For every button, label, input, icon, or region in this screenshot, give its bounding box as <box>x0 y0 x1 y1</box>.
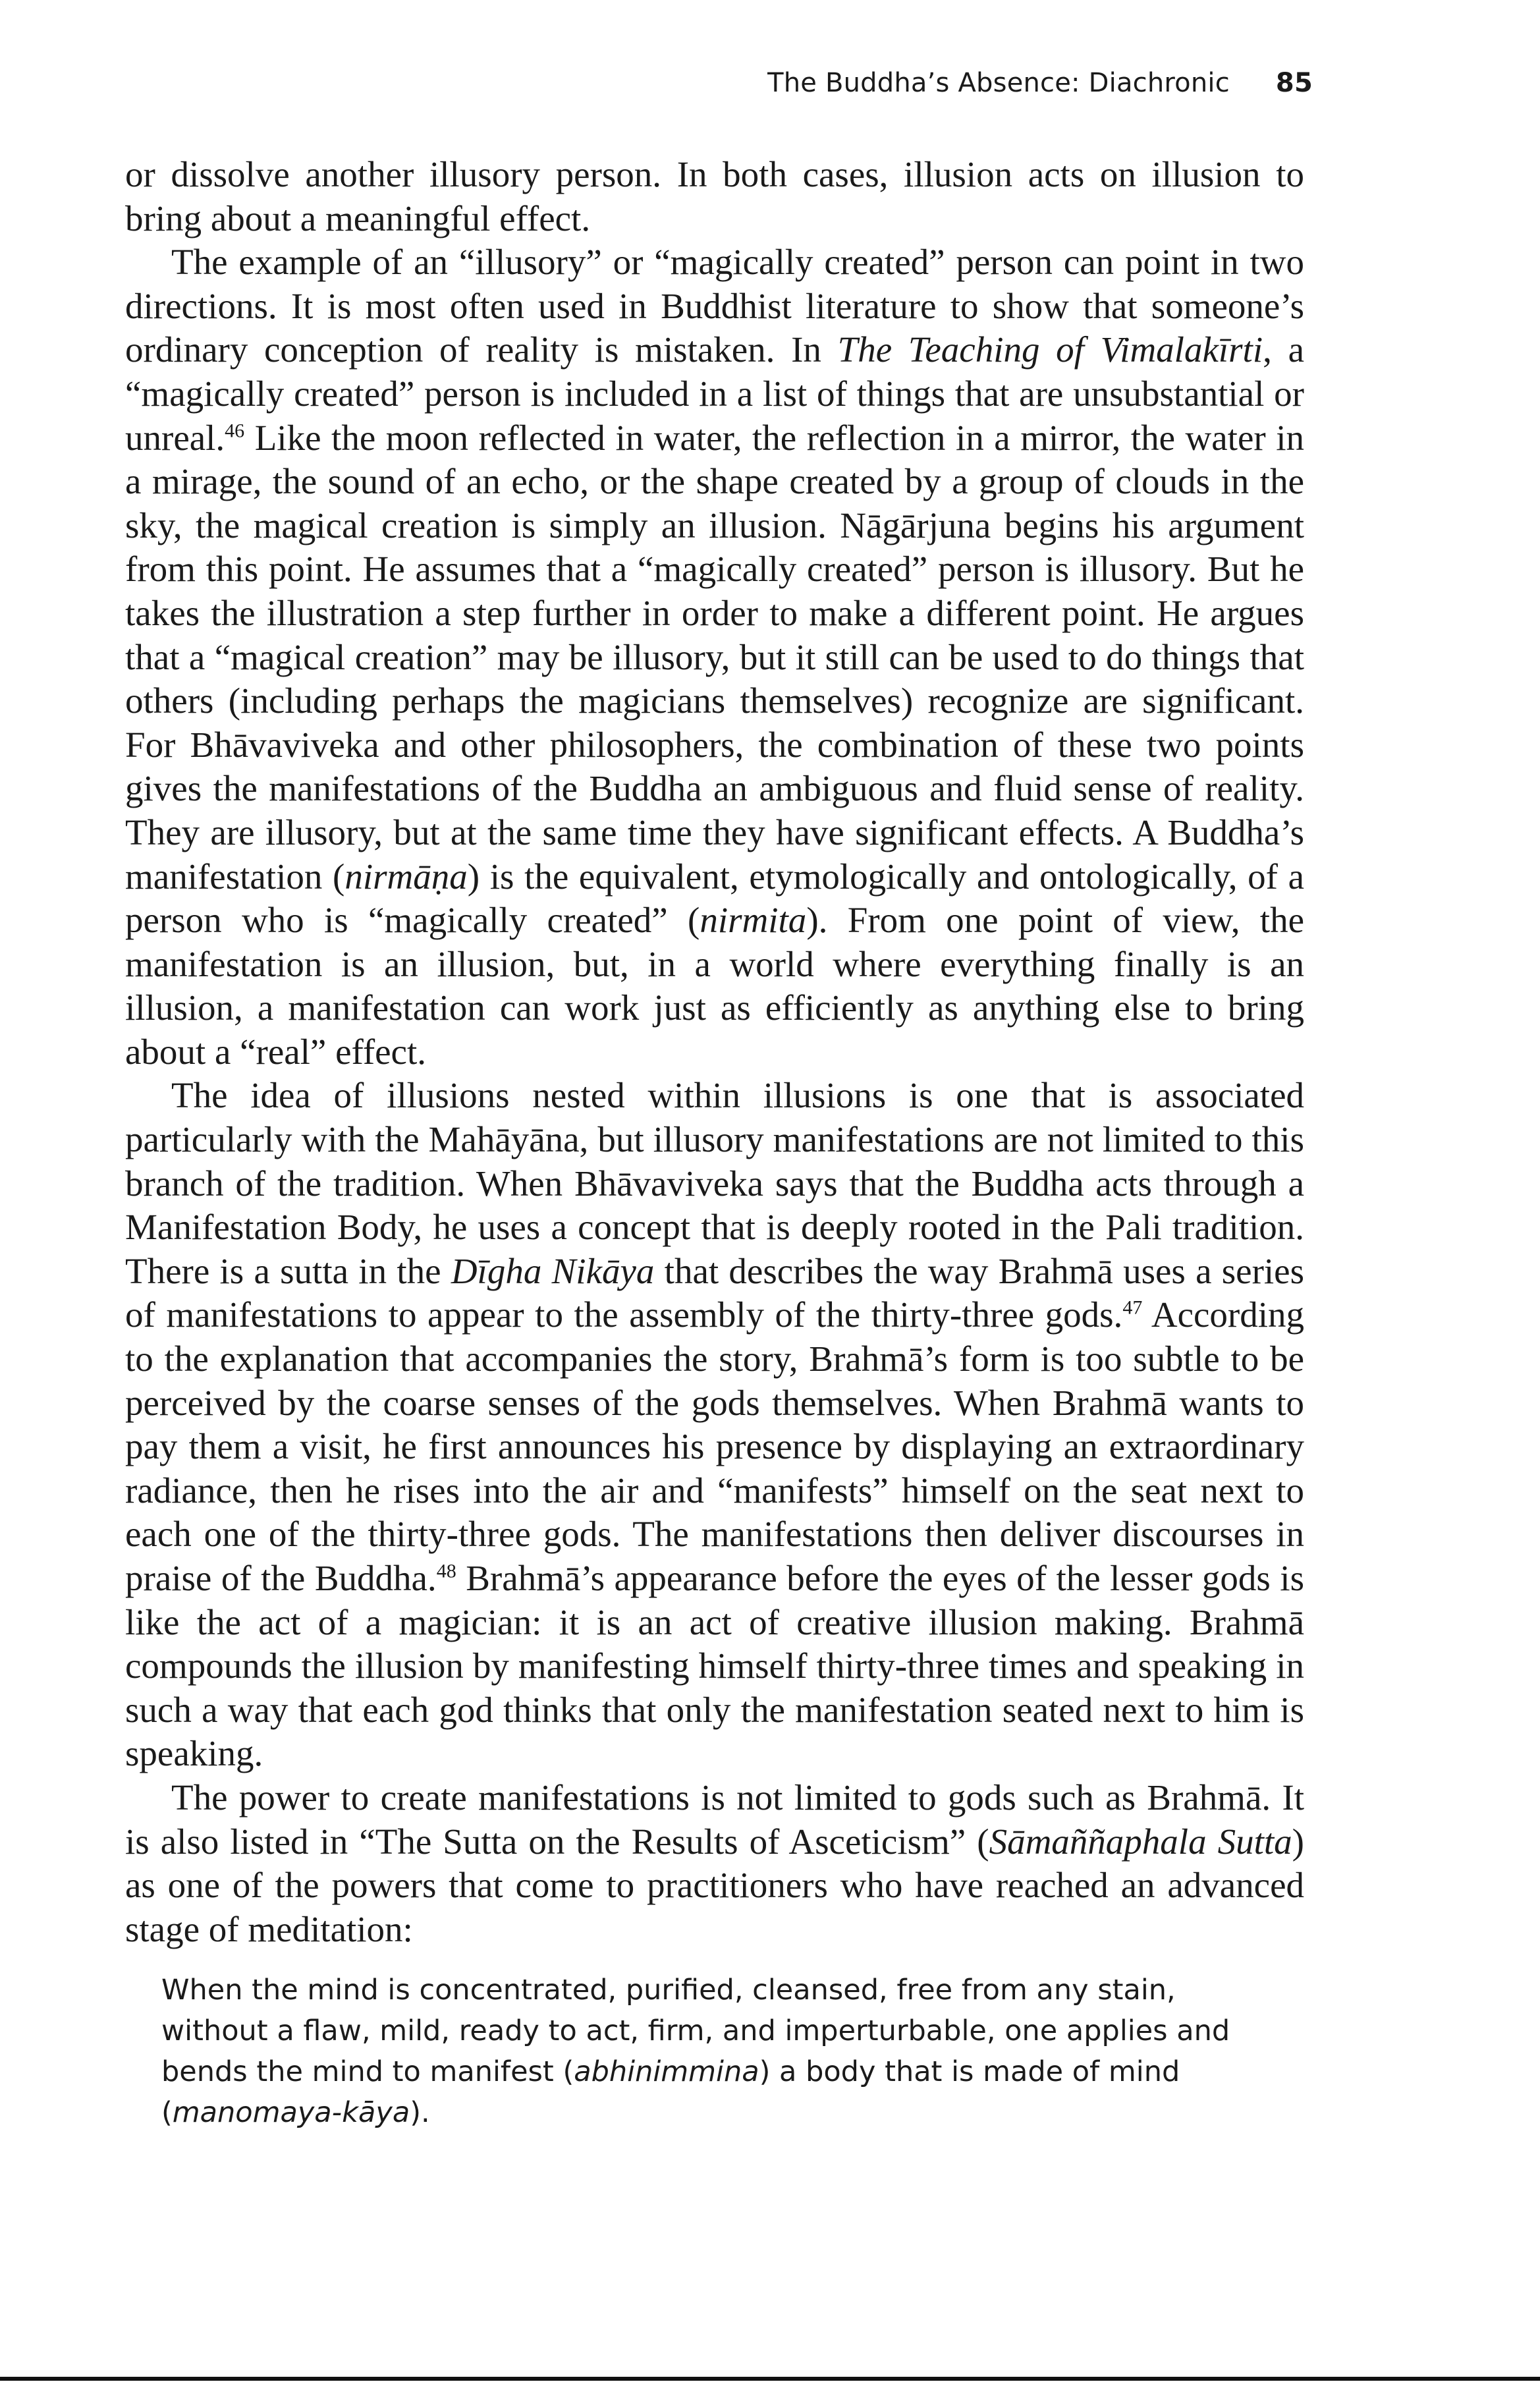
text-run: that describes the way Brahmā uses a series of manifestations to appear to the assembly of the thirty-three gods. <box>125 1250 1304 1335</box>
text-run: or dissolve another illusory person. In both cases, illusion acts on illusion to bring about a meaningful effect. <box>125 154 1304 238</box>
text-run: The example of an “illusory” or “magically created” person can point in two directions. It is most often used in Buddhist literature to show that someone’s ordinary conception of reality is mistaken. In <box>125 242 1304 370</box>
text-run: ). <box>410 2096 430 2129</box>
italic-term: The Teaching of Vimalakīrti <box>837 329 1263 370</box>
text-run: According to the explanation that accompanies the story, Brahmā’s form is too subtle to be perceived by the coarse senses of the gods themselves. When Brahmā wants to pay them a visit, he first announces his presence by displaying an extraordinary radiance, then he rises into the air and “manifests” himself on the seat next to each one of the thirty-three gods. The manifestations then deliver discourses in praise of the Buddha. <box>125 1294 1304 1598</box>
text-run: ) a body that is made of mind ( <box>161 2055 1180 2129</box>
italic-term: nirmita <box>700 900 807 941</box>
footnote-ref: 46 <box>225 420 245 442</box>
text-run: The power to create manifestations is not limited to gods such as Brahmā. It is also listed in “The Sutta on the Results of Asceticism” ( <box>125 1777 1304 1862</box>
running-title: The Buddha’s Absence: Diachronic <box>767 68 1230 98</box>
italic-term: manomaya-kāya <box>172 2096 410 2129</box>
paragraph <box>125 153 1304 240</box>
paragraph <box>125 1074 1304 1776</box>
text-run: , a “magically created” person is included in a list of things that are unsubstantial or unreal. <box>125 329 1304 458</box>
paragraph <box>125 1776 1304 1951</box>
italic-term: Sāmaññaphala Sutta <box>989 1821 1292 1862</box>
body-text <box>125 153 1304 1951</box>
italic-term: Dīgha Nikāya <box>451 1250 655 1291</box>
text-run: Like the moon reflected in water, the reflection in a mirror, the water in a mirage, the sound of an echo, or the shape created by a group of clouds in the sky, the magical creation is simply an illusion. Nāgārjuna begins his argument from this point. He assumes that a “magically created” person is illusory. But he takes the illustration a step further in order to make a different point. He argues that a “magical creation” may be illusory, but it still can be used to do things that others (including perhaps the magicians themselves) recognize are significant. For Bhāvaviveka and other philosophers, the combination of these two points gives the manifestations of the Buddha an ambiguous and fluid sense of reality. They are illusory, but at the same time they have significant effects. A Buddha’s manifestation ( <box>125 417 1304 897</box>
text-run: The idea of illusions nested within illusions is one that is associated particularly with the Mahāyāna, but illusory manifestations are not limited to this branch of the tradition. When Bhāvaviveka says that the Buddha acts through a Manifestation Body, he uses a concept that is deeply rooted in the Pali tradition. There is a sutta in the <box>125 1075 1304 1291</box>
running-head <box>767 68 1313 98</box>
text-run: ). From one point of view, the manifestation is an illusion, but, in a world where everything finally is an illusion, a manifestation can work just as efficiently as anything else to bring about a “real” effect. <box>125 900 1304 1072</box>
text-run: ) is the equivalent, etymologically and ontologically, of a person who is “magically created” ( <box>125 856 1304 941</box>
footnote-ref: 47 <box>1122 1297 1143 1319</box>
text-run: Brahmā’s appearance before the eyes of the lesser gods is like the act of a magician: it is an act of creative illusion making. Brahmā compounds the illusion by manifesting himself thirty-three times and speaking in such a way that each god thinks that only the manifestation seated next to him is speaking. <box>125 1558 1304 1774</box>
italic-term: abhinimmina <box>574 2055 759 2088</box>
text-run: ) as one of the powers that come to practitioners who have reached an advanced stage of meditation: <box>125 1821 1304 1949</box>
footnote-ref: 48 <box>436 1560 456 1582</box>
block-quotation <box>161 1970 1268 2133</box>
page-number: 85 <box>1275 68 1313 98</box>
text-run: When the mind is concentrated, purified, cleansed, free from any stain, without a flaw, mild, ready to act, firm, and imperturbable, one applies and bends the mind to manifest ( <box>161 1974 1230 2088</box>
italic-term: nirmāṇa <box>344 856 468 897</box>
bottom-edge-rule <box>0 2377 1540 2381</box>
paragraph <box>125 240 1304 1074</box>
